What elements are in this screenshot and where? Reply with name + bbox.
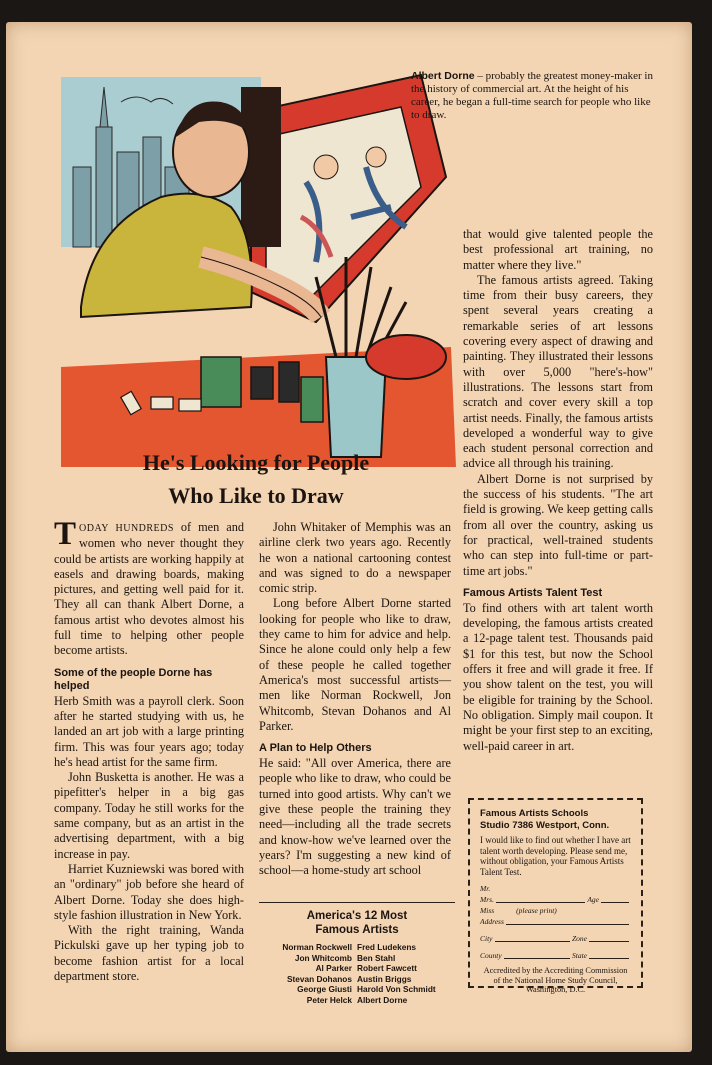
divider [259,902,455,903]
famous-artists-box [259,902,455,1005]
coupon-address-line [480,916,631,927]
paragraph-john-whitaker: John Whitaker of Memphis was an airline clerk two years ago. Recently he won a national cartooning contest and was signed to do a newspaper comic strip. [259,520,451,596]
table-row [259,953,455,964]
label-age: Age [587,895,599,904]
artist-name: Jon Whitcomb [294,952,352,963]
paragraph-he-said: He said: "All over America, there are people who like to draw, who could be turned into good artists. Why can't we give these people the training they need—including all the trade secrets and know-how we've learned over the years? I'm suggesting a new kind of school—a home-study art school [259,756,451,878]
caption-name: Albert Dorne [411,70,475,82]
label-zone: Zone [572,934,587,943]
coupon-school: Famous Artists Schools [480,808,589,819]
artist-name: Norman Rockwell [282,942,352,952]
paragraph-talent-test: To find others with art talent worth developing, the famous artists created a 12-page talent test. Thousands paid $1 for this test, but now the School offers it free and will grade it free. If you show talent on the test, you will be eligible for training by the School. No obligation. Simply mail coupon. It might be your first step to an exciting, well-paid career in art. [463,600,653,753]
artist-name: George Giusti [297,984,352,994]
section-heading-helped: Some of the people Dorne has helped [54,666,213,692]
label-mrs: Mrs. [480,895,494,904]
coupon-form [480,883,631,961]
name-field[interactable] [496,901,585,903]
artist-name: Peter Helck [306,994,352,1005]
headline-line-2: Who Like to Draw [168,483,344,508]
artist-name: Robert Fawcett [357,963,417,973]
artist-name: Al Parker [315,963,352,973]
caption-text: – probably the greatest money-maker in the history of commercial art. At the height of his career, he began a full-time search for people who like to draw. [411,70,653,121]
table-row [259,995,455,1006]
coupon-county-line [480,950,631,961]
label-miss: Miss [480,906,495,915]
age-field[interactable] [601,901,629,903]
headline [66,446,446,512]
section-heading-talent-test: Famous Artists Talent Test [463,586,603,599]
zone-field[interactable] [589,940,629,942]
table-row [259,942,455,953]
table-row [259,984,455,995]
county-field[interactable] [504,957,570,959]
paragraph-long-before: Long before Albert Dorne started looking for people who like to draw, they came to him for advice and help. Since he alone could only help a few of these people he called together America's most successful artists—men like Norman Rockwell, Jon Whitcomb, Stevan Dohanos and Al Parker. [259,596,451,733]
coupon-accreditation: Accredited by the Accrediting Commission of the National Home Study Council, Washington, D.C. [483,966,628,994]
coupon-city-line [480,933,631,944]
artist-name: Harold Von Schmidt [357,984,436,994]
column-2 [259,520,451,879]
artist-name: Stevan Dohanos [286,973,352,984]
label-please-print: (please print) [516,906,557,915]
intro-paragraph [54,516,244,659]
address-field[interactable] [506,923,629,925]
artist-name: Fred Ludekens [357,942,417,952]
column-3 [463,227,653,754]
artist-name: Albert Dorne [357,994,408,1005]
label-city: City [480,934,493,943]
table-row [259,974,455,985]
coupon-studio: Studio 7386 Westport, Conn. [480,819,610,831]
paragraph-herb-smith: Herb Smith was a payroll clerk. Soon after he started studying with us, he landed an art job with a large printing firm. This was four years ago; today he's head artist for the same firm. [54,693,244,769]
paragraph-harriet: Harriet Kuzniewski was bored with an "ordinary" job before she heard of Albert Dorne. Today she does high-style fashion illustration in New York. [54,861,244,922]
intro-text: of men and women who never thought they could be artists are working happily at easels and drawing boards, making pictures, and getting well paid for it. They all can thank Albert Dorne, a famous artist who devotes almost his full time to helping other people become artists. [54,520,244,658]
illustration-caption [411,70,656,122]
comic-ad-page [6,22,692,1052]
artists-table [259,942,455,1005]
label-state: State [572,951,587,960]
artist-name: Austin Briggs [357,973,412,984]
coupon-text: I would like to find out whether I have art talent worth developing. Please send me, without obligation, your Famous Artists Talent Test. [480,835,631,877]
coupon-mrs-line [480,894,631,905]
label-address: Address [480,917,504,926]
artist-illustration [51,57,461,467]
headline-line-1: He's Looking for People [142,450,370,475]
artist-name: Ben Stahl [357,952,396,963]
paragraph-john-busketta: John Busketta is another. He was a pipefitter's helper in a big gas company. Today he still works for the same company, but as an artist in the advertising department, with a big increase in pay. [54,770,244,861]
section-heading-plan: A Plan to Help Others [259,742,372,755]
table-row [259,963,455,974]
paragraph-talented: that would give talented people the best professional art training, no matter where they live." [463,227,653,272]
paragraph-not-surprised: Albert Dorne is not surprised by the success of his students. "The art field is growing. We keep getting calls from all over the country, asking us for practical, well-trained students who can step into full-time or part-time art jobs." [463,471,653,578]
lead-caps: ODAY HUNDREDS [79,523,174,534]
state-field[interactable] [589,957,629,959]
artists-title-line-2: Famous Artists [315,924,399,936]
paragraph-wanda: With the right training, Wanda Pickulski gave up her typing job to become fashion artist for a local department store. [54,923,244,984]
paragraph-artists-agreed: The famous artists agreed. Taking time from their busy careers, they spent several years creating a remarkable series of art lessons covering every aspect of drawing and painting. They illustrated their lessons with over 5,000 "here's-how" illustrations. The lessons start from scratch and cover every skill a top artist needs. Finally, the famous artists developed a wonderful way to give each student personal correction and advice all through his training. [463,272,653,471]
coupon-miss-line [480,905,631,916]
artists-title-line-1: America's 12 Most [306,910,408,922]
city-field[interactable] [495,940,571,942]
drop-cap: T [54,516,77,552]
label-mr: Mr. [480,884,491,893]
artists-title [259,909,455,937]
label-county: County [480,951,502,960]
coupon-mr-line [480,883,631,894]
mail-coupon[interactable] [468,798,643,994]
column-1 [54,516,244,984]
